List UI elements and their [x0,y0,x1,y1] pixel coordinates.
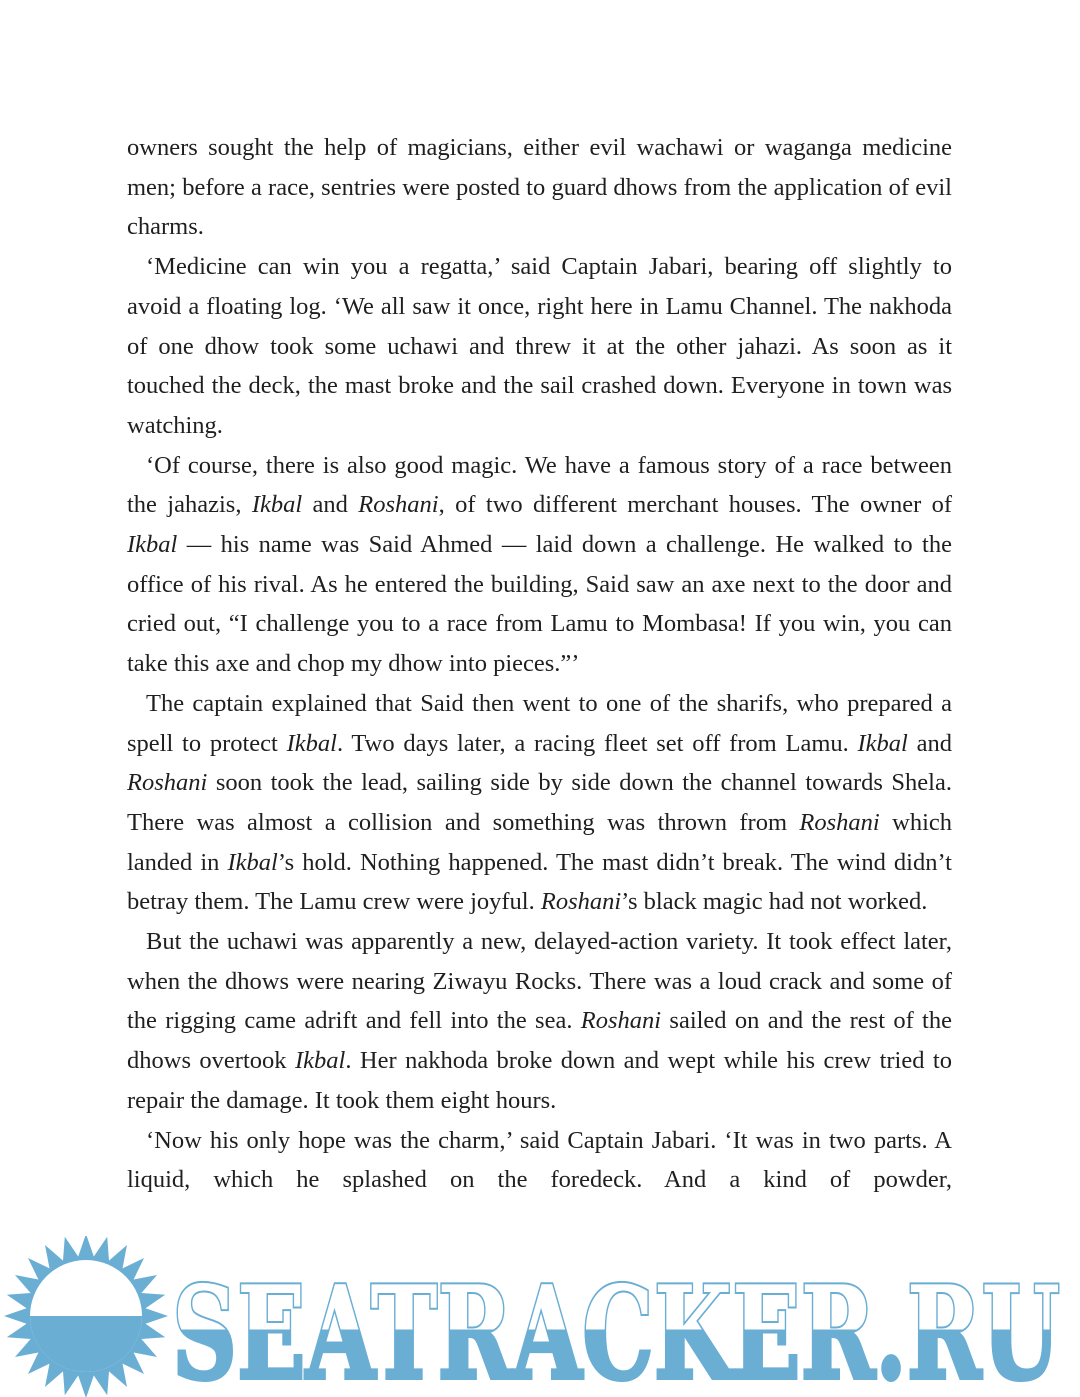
text-run: But the uchawi was apparently a new, delayed-action variety. It took effect later, when the dhows were nearing Ziwayu Rocks. There was a loud crack and some of the rigging came adrift and fell into the sea. [127,928,952,1035]
ship-name: Roshani [358,491,439,519]
text-run: owners sought the help of magicians, either evil wachawi or waganga medicine men; before a race, sentries were posted to guard dhows from the application of evil charms. [127,134,952,241]
ship-name: Roshani [540,888,622,916]
text-run: — his name was Said Ahmed — laid down a challenge. He walked to the office of his rival. As he entered the building, Said saw an axe next to the door and cried out, “I challenge you to a race from Lamu to Mombasa! If you win, you can take this axe and chop my dhow into pieces.”’ [127,531,952,678]
text-run: ’s black magic had not worked. [621,888,928,916]
ship-name: Ikbal [294,1047,346,1075]
text-run: ‘Now his only hope was the charm,’ said Captain Jabari. ‘It was in two parts. A liquid, which he splashed on the foredeck. And a kind of powder, [127,1126,952,1194]
body-text [127,128,952,1200]
text-run: ‘Of course, there is also good magic. We have a famous story of a race between the jahazis, [127,451,952,519]
paragraph [127,128,952,247]
ship-name: Ikbal [251,491,303,519]
ship-name: Roshani [127,769,208,797]
text-run: ’s hold. Nothing happened. The mast didn’t break. The wind didn’t betray them. The Lamu crew were joyful. [127,848,952,916]
paragraph [127,684,952,922]
ship-name: Ikbal [286,729,337,757]
paragraph [127,922,952,1121]
ship-name: Ikbal [127,531,178,559]
seatracker-watermark [0,1236,1080,1397]
sun-logo-icon [4,1236,168,1397]
paragraph [127,247,952,446]
paragraph [127,446,952,684]
text-run: soon took the lead, sailing side by side down the channel towards Shela. There was almost a collision and something was thrown from [127,769,952,836]
ship-name: Ikbal [227,848,278,876]
text-run: and [302,491,359,519]
text-run: , of two different merchant houses. The owner of [438,491,953,519]
text-run: . Two days later, a racing fleet set off from Lamu. [336,729,858,757]
paragraph [127,1121,952,1200]
text-run: ‘Medicine can win you a regatta,’ said Captain Jabari, bearing off slightly to avoid a floating log. ‘We all saw it once, right here in Lamu Channel. The nakhoda of one dhow took some uchawi and threw it at the other jahazi. As soon as it touched the deck, the mast broke and the sail crashed down. Everyone in town was watching. [127,253,952,439]
ship-name: Ikbal [857,729,908,757]
text-run: which landed in [127,808,953,876]
ship-name: Roshani [799,808,880,836]
text-run: . Her nakhoda broke down and wept while his crew tried to repair the damage. It took them eight hours. [127,1047,952,1114]
ship-name: Roshani [580,1007,662,1035]
text-run: The captain explained that Said then went to one of the sharifs, who prepared a spell to protect [127,689,952,757]
watermark-text: SEATRACKER.RU [172,1259,1060,1397]
text-run: and [907,729,952,757]
text-run: sailed on and the rest of the dhows overtook [127,1007,952,1075]
